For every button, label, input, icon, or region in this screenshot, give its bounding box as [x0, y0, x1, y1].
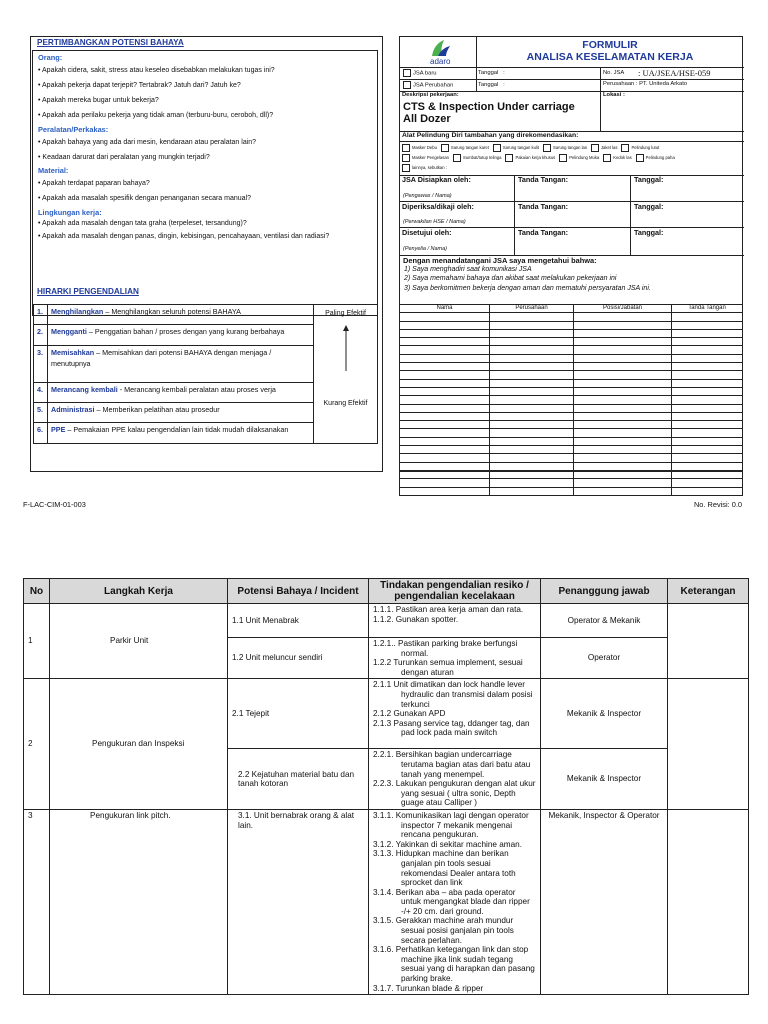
header-langkah-kerja: Langkah Kerja — [50, 579, 228, 604]
hirarki-no: 6. — [34, 423, 48, 444]
jsa-perubahan-checkbox[interactable]: JSA Perubahan — [403, 81, 453, 90]
attendance-cell[interactable] — [672, 338, 743, 346]
jsa-steps-table — [23, 578, 749, 995]
attendance-cell[interactable] — [400, 363, 490, 371]
apd-title: Alat Pelindung Diri tambahan yang direkomendasikan: — [402, 132, 579, 139]
sign-row-sub: (Pengawas / Nama) — [403, 193, 452, 199]
attendance-cell[interactable] — [574, 338, 672, 346]
attendance-cell[interactable] — [400, 313, 490, 321]
attendance-cell[interactable] — [490, 321, 574, 329]
apd-options — [402, 143, 744, 173]
keterangan-cell — [668, 604, 749, 679]
attendance-cell[interactable] — [400, 429, 490, 437]
tanggal-sign-label: Tanggal: — [634, 175, 664, 184]
deskripsi-value: CTS & Inspection Under carriage All Dozer — [403, 101, 575, 125]
attendance-cell[interactable] — [672, 313, 743, 321]
tanggal-sign-label: Tanggal: — [634, 228, 664, 237]
apd-checkbox-5[interactable]: Pelindung paha — [636, 155, 675, 160]
form-title: FORMULIR — [582, 39, 638, 51]
control-actions: 1.2.1.. Pastikan parking brake berfungsi normal. 1.2.2 Turunkan semua implement, sesuai dengan aturan — [369, 638, 541, 679]
attendance-cell[interactable] — [490, 412, 574, 420]
hirarki-no: 1. — [34, 305, 48, 325]
step-no: 1 — [24, 604, 50, 679]
attendance-cell[interactable] — [400, 371, 490, 379]
sign-row-sub: (Penyelia / Nama) — [403, 246, 448, 252]
attendance-row — [400, 454, 743, 462]
apd-checkbox-4[interactable]: Kedok las — [603, 155, 631, 160]
attendance-cell[interactable] — [672, 354, 743, 362]
attendance-cell[interactable] — [490, 338, 574, 346]
apd-checkbox-4[interactable]: Jaket las — [591, 145, 618, 150]
step-name: Pengukuran link pitch. — [50, 809, 228, 994]
attendance-cell[interactable] — [574, 371, 672, 379]
attendance-row — [400, 462, 743, 470]
sign-row-label: Diperiksa/dikaji oleh: — [402, 202, 474, 211]
header-potensi-bahaya: Potensi Bahaya / Incident — [228, 579, 369, 604]
attendance-cell[interactable] — [574, 421, 672, 429]
hazard-item: • Apakah cidera, sakit, stress atau keseleo disebabkan melakukan tugas ini? — [38, 67, 275, 74]
attendance-cell[interactable] — [400, 437, 490, 445]
hirarki-title: HIRARKI PENGENDALIAN — [37, 287, 139, 296]
hirarki-item: PPE – Pemakaian PPE kalau pengendalian lain tidak mudah dilaksanakan — [48, 423, 314, 444]
attendance-cell[interactable] — [400, 387, 490, 395]
attendance-cell[interactable] — [400, 346, 490, 354]
attendance-cell[interactable] — [490, 329, 574, 337]
attendance-cell[interactable] — [490, 396, 574, 404]
attendance-cell[interactable] — [574, 329, 672, 337]
attendance-cell[interactable] — [400, 404, 490, 412]
attendance-cell[interactable] — [490, 379, 574, 387]
attendance-row — [400, 487, 743, 495]
keterangan-cell — [668, 679, 749, 810]
category-lingkungan: Lingkungan kerja: — [38, 208, 102, 217]
attendance-cell[interactable] — [672, 437, 743, 445]
attendance-cell[interactable] — [574, 479, 672, 487]
attendance-cell[interactable] — [490, 429, 574, 437]
hazard-guide-panel — [30, 36, 383, 472]
attendance-cell[interactable] — [574, 487, 672, 495]
attendance-cell[interactable] — [574, 412, 672, 420]
attendance-cell[interactable] — [490, 346, 574, 354]
attendance-cell[interactable] — [400, 462, 490, 470]
attendance-cell[interactable] — [672, 454, 743, 462]
attendance-cell[interactable] — [400, 454, 490, 462]
attendance-cell[interactable] — [672, 412, 743, 420]
control-actions: 3.1.1. Komunikasikan lagi dengan operator inspector 7 mekanik mengenai rencana pengukuran. 3.1.2. Yakinkan di sekitar machine aman. 3.1.3. Hidupkan machine dan berikan ganjalan pin tools sesuai rekomendasi Dealer antara toth sprocket dan link 3.1.4. Berikan aba – aba pada operator untuk mengangkat blade dan ripper -/+ 20 cm. dari ground. 3.1.5. Gerakkan machine arah mundur sesuai posisi ganjalan pin tools secara perlahan. 3.1.6. Perhatikan ketegangan link dan stop machine jika link sudah tegang sesuai yang di harapkan dan pasang parking brake. 3.1.7. Turunkan blade & ripper — [369, 809, 541, 994]
kurang-efektif-label: Kurang Efektif — [323, 400, 368, 407]
apd-other[interactable]: lainnya, sebutkan : — [402, 163, 744, 173]
hirarki-item: Merancang kembali - Merancang kembali peralatan atau proses verja — [48, 382, 314, 402]
attendance-cell[interactable] — [490, 454, 574, 462]
hirarki-table — [33, 304, 378, 444]
header-tindakan: Tindakan pengendalian resiko / pengendalian kecelakaan — [369, 579, 541, 604]
attendance-cell[interactable] — [400, 479, 490, 487]
adaro-logo-icon — [428, 38, 452, 58]
header-penanggung-jawab: Penanggung jawab — [541, 579, 668, 604]
sign-row-label: JSA Disiapkan oleh: — [402, 175, 471, 184]
attendance-row — [400, 346, 743, 354]
attendance-cell[interactable] — [672, 387, 743, 395]
attendance-cell[interactable] — [490, 462, 574, 470]
tanda-tangan-label: Tanda Tangan: — [518, 175, 569, 184]
hirarki-no: 3. — [34, 345, 48, 382]
attendance-cell[interactable] — [574, 387, 672, 395]
attendance-cell[interactable] — [672, 346, 743, 354]
attendance-cell[interactable] — [490, 387, 574, 395]
deskripsi-label: Deskripsi pekerjaan: — [402, 92, 459, 98]
attendance-row — [400, 437, 743, 445]
attendance-row — [400, 479, 743, 487]
hazard: 2.2 Kejatuhan material batu dan tanah kotoran — [228, 749, 369, 810]
hirarki-item: Memisahkan – Memisahkan dari potensi BAHAYA dengan menjaga / menutupnya — [48, 345, 314, 382]
hazard-item: • Apakah mereka bugar untuk bekerja? — [38, 97, 159, 104]
hirarki-no: 2. — [34, 325, 48, 345]
attendance-cell[interactable] — [490, 404, 574, 412]
attendance-cell[interactable] — [574, 437, 672, 445]
hazard: 2.1 Tejepit — [228, 679, 369, 749]
potensi-bahaya-box — [32, 50, 378, 316]
attendance-cell[interactable] — [400, 321, 490, 329]
attendance-cell[interactable] — [400, 338, 490, 346]
effectiveness-scale — [314, 305, 378, 444]
responsible: Mekanik & Inspector — [541, 749, 668, 810]
paling-efektif-label: Paling Efektif — [325, 310, 366, 317]
revision-number: No. Revisi: 0.0 — [693, 500, 742, 509]
hazard: 1.2 Unit meluncur sendiri — [228, 638, 369, 679]
category-material: Material: — [38, 166, 69, 175]
attendance-cell[interactable] — [672, 462, 743, 470]
attendance-cell[interactable] — [490, 446, 574, 454]
step-name: Parkir Unit — [50, 604, 228, 679]
attendance-cell[interactable] — [672, 321, 743, 329]
attendance-row — [400, 470, 743, 478]
tanggal-label: Tanggal : — [478, 82, 505, 88]
hirarki-item: Mengganti – Penggatian bahan / proses dengan yang kurang berbahaya — [48, 325, 314, 345]
tanggal-label: Tanggal : — [478, 70, 505, 76]
responsible: Operator & Mekanik — [541, 604, 668, 638]
hazard: 3.1. Unit bernabrak orang & alat lain. — [228, 809, 369, 994]
attendance-row — [400, 387, 743, 395]
form-subtitle: ANALISA KESELAMATAN KERJA — [526, 51, 694, 63]
attendance-cell[interactable] — [672, 429, 743, 437]
step-name: Pengukuran dan Inspeksi — [50, 679, 228, 810]
hazard-item: • Apakah bahaya yang ada dari mesin, kendaraan atau peralatan lain? — [38, 139, 257, 146]
hazard-item: • Apakah pekerja dapat terjepit? Tertabrak? Jatuh dari? Jatuh ke? — [38, 82, 241, 89]
hazard-item: • Apakah ada perilaku pekerja yang tidak aman (terburu-buru, ceroboh, dll)? — [38, 112, 274, 119]
attendance-row — [400, 446, 743, 454]
attendance-row — [400, 354, 743, 362]
attendance-cell[interactable] — [490, 487, 574, 495]
attendance-cell[interactable] — [672, 404, 743, 412]
no-jsa-value: : UA/JSEA/HSE-059 — [638, 68, 711, 78]
category-orang: Orang: — [38, 53, 63, 62]
attendance-cell[interactable] — [672, 479, 743, 487]
perusahaan-field: Perusahaan : PT. Uniteda Arkato — [603, 81, 688, 87]
attendance-cell[interactable] — [672, 371, 743, 379]
tanda-tangan-label: Tanda Tangan: — [518, 228, 569, 237]
attendance-cell[interactable] — [574, 462, 672, 470]
attendance-row — [400, 363, 743, 371]
attendance-cell[interactable] — [400, 470, 490, 478]
attendance-cell[interactable] — [400, 379, 490, 387]
attendance-row — [400, 396, 743, 404]
attendance-cell[interactable] — [574, 470, 672, 478]
statement-list: 1) Saya menghadiri saat komunikasi JSA 2) Saya memahami bahaya dan akibat saat melakukan pekerjaan ini 3) Saya berkomitmen bekerja dengan aman dan mematuhi persyaratan JSA ini. — [404, 266, 651, 292]
attendance-cell[interactable] — [574, 446, 672, 454]
attendance-row — [400, 371, 743, 379]
apd-checkbox-2[interactable]: Sarung tangan kulit — [493, 145, 539, 150]
apd-checkbox-3[interactable]: Pelindung Muka — [559, 155, 599, 160]
attendance-cell[interactable] — [490, 421, 574, 429]
attendance-cell[interactable] — [672, 470, 743, 478]
attendance-cell[interactable] — [490, 470, 574, 478]
control-actions: 1.1.1. Pastikan area kerja aman dan rata. 1.1.2. Gunakan spotter. — [369, 604, 541, 638]
hazard-item: • Apakah terdapat paparan bahaya? — [38, 180, 150, 187]
attendance-cell[interactable] — [574, 363, 672, 371]
attendance-cell[interactable] — [400, 421, 490, 429]
attendance-cell[interactable] — [672, 329, 743, 337]
responsible: Mekanik & Inspector — [541, 679, 668, 749]
table-row — [24, 809, 749, 994]
sign-row-sub: (Perwakilan HSE / Nama) — [403, 219, 466, 225]
apd-checkbox-3[interactable]: Sarung tangan las — [543, 145, 587, 150]
attendance-cell[interactable] — [672, 379, 743, 387]
table-row — [24, 679, 749, 749]
attendance-cell[interactable] — [490, 479, 574, 487]
apd-checkbox-1[interactable]: Sarung tangan karet — [441, 145, 489, 150]
attendance-cell[interactable] — [400, 487, 490, 495]
attendance-cell[interactable] — [672, 487, 743, 495]
form-code: F-LAC-CIM-01-003 — [23, 500, 86, 509]
attendance-cell[interactable] — [574, 321, 672, 329]
attendance-cell[interactable] — [574, 354, 672, 362]
attendance-table — [399, 304, 743, 496]
apd-checkbox-0[interactable]: Masker Pengelasan — [402, 155, 449, 160]
apd-checkbox-5[interactable]: Pelindung lutut — [621, 145, 659, 150]
hazard-item: • Apakah ada masalah dengan tata graha (terpeleset, tersandung)? — [38, 220, 247, 227]
col-perusahaan: Perusahaan — [490, 305, 574, 313]
attendance-cell[interactable] — [574, 379, 672, 387]
attendance-cell[interactable] — [574, 404, 672, 412]
potensi-title: PERTIMBANGKAN POTENSI BAHAYA — [37, 38, 184, 47]
hirarki-no: 5. — [34, 402, 48, 422]
hazard-item: • Apakah ada masalah spesifik dengan penanganan secara manual? — [38, 195, 251, 202]
attendance-row — [400, 421, 743, 429]
attendance-cell[interactable] — [400, 329, 490, 337]
hazard-item: • Apakah ada masalah dengan panas, dingin, kebisingan, pencahayaan, ventilasi dan radiasi? — [38, 233, 330, 240]
apd-checkbox-0[interactable]: Masker Debu — [402, 145, 437, 150]
attendance-cell[interactable] — [672, 396, 743, 404]
step-no: 3 — [24, 809, 50, 994]
sign-row-label: Disetujui oleh: — [402, 228, 452, 237]
attendance-cell[interactable] — [490, 313, 574, 321]
attendance-cell[interactable] — [574, 346, 672, 354]
attendance-cell[interactable] — [400, 446, 490, 454]
attendance-cell[interactable] — [490, 363, 574, 371]
attendance-row — [400, 329, 743, 337]
hirarki-no: 4. — [34, 382, 48, 402]
attendance-cell[interactable] — [574, 454, 672, 462]
attendance-cell[interactable] — [672, 446, 743, 454]
header-no: No — [24, 579, 50, 604]
lokasi-label: Lokasi : — [603, 92, 625, 98]
category-peralatan: Peralatan/Perkakas: — [38, 125, 109, 134]
apd-checkbox-2[interactable]: Pakaian kerja khusus — [505, 155, 555, 160]
attendance-cell[interactable] — [400, 354, 490, 362]
jsa-baru-checkbox[interactable]: JSA baru — [403, 69, 437, 78]
attendance-row — [400, 404, 743, 412]
hazard: 1.1 Unit Menabrak — [228, 604, 369, 638]
attendance-cell[interactable] — [490, 371, 574, 379]
step-no: 2 — [24, 679, 50, 810]
tanggal-sign-label: Tanggal: — [634, 202, 664, 211]
tanda-tangan-label: Tanda Tangan: — [518, 202, 569, 211]
apd-checkbox-1[interactable]: Sumbat/tutup telinga — [453, 155, 501, 160]
col-nama: Nama — [400, 305, 490, 313]
adaro-logo-text: adaro — [430, 57, 451, 66]
control-actions: 2.1.1 Unit dimatikan dan lock handle lever hydraulic dan transmisi dalam posisi terkunci 2.1.2 Gunakan APD 2.1.3 Pasang service tag, ddanger tag, dan pad lock pada main switch — [369, 679, 541, 749]
attendance-row — [400, 338, 743, 346]
attendance-row — [400, 412, 743, 420]
responsible: Operator — [541, 638, 668, 679]
hazard-item: • Keadaan darurat dari peralatan yang mungkin terjadi? — [38, 154, 210, 161]
control-actions: 2.2.1. Bersihkan bagian undercarriage terutama bagian atas dari batu atau tanah yang menempel. 2.2.3. Lakukan pengukuran dengan alat ukur yang sesuai ( ultra sonic, Depth guage atau Calliper ) — [369, 749, 541, 810]
attendance-row — [400, 321, 743, 329]
attendance-cell[interactable] — [400, 396, 490, 404]
attendance-row — [400, 313, 743, 321]
attendance-row — [400, 429, 743, 437]
keterangan-cell — [668, 809, 749, 994]
no-jsa-label: No. JSA — [603, 70, 625, 76]
header-keterangan: Keterangan — [668, 579, 749, 604]
hirarki-item: Menghilangkan – Menghilangkan seluruh potensi BAHAYA — [48, 305, 314, 325]
col-tanda-tangan: Tanda Tangan — [672, 305, 743, 313]
attendance-cell[interactable] — [672, 363, 743, 371]
attendance-row — [400, 379, 743, 387]
attendance-cell[interactable] — [574, 429, 672, 437]
jsa-form-panel — [399, 36, 743, 472]
hirarki-item: Administrasi – Memberikan pelatihan atau prosedur — [48, 402, 314, 422]
col-posisi: Posisi/Jabatan — [574, 305, 672, 313]
statement-title: Dengan menandatangani JSA saya mengetahui bahwa: — [403, 256, 597, 265]
attendance-cell[interactable] — [490, 437, 574, 445]
attendance-cell[interactable] — [574, 396, 672, 404]
arrow-up-icon — [341, 325, 351, 371]
attendance-cell[interactable] — [400, 412, 490, 420]
attendance-cell[interactable] — [490, 354, 574, 362]
table-row — [24, 604, 749, 638]
attendance-cell[interactable] — [672, 421, 743, 429]
responsible: Mekanik, Inspector & Operator — [541, 809, 668, 994]
attendance-cell[interactable] — [574, 313, 672, 321]
